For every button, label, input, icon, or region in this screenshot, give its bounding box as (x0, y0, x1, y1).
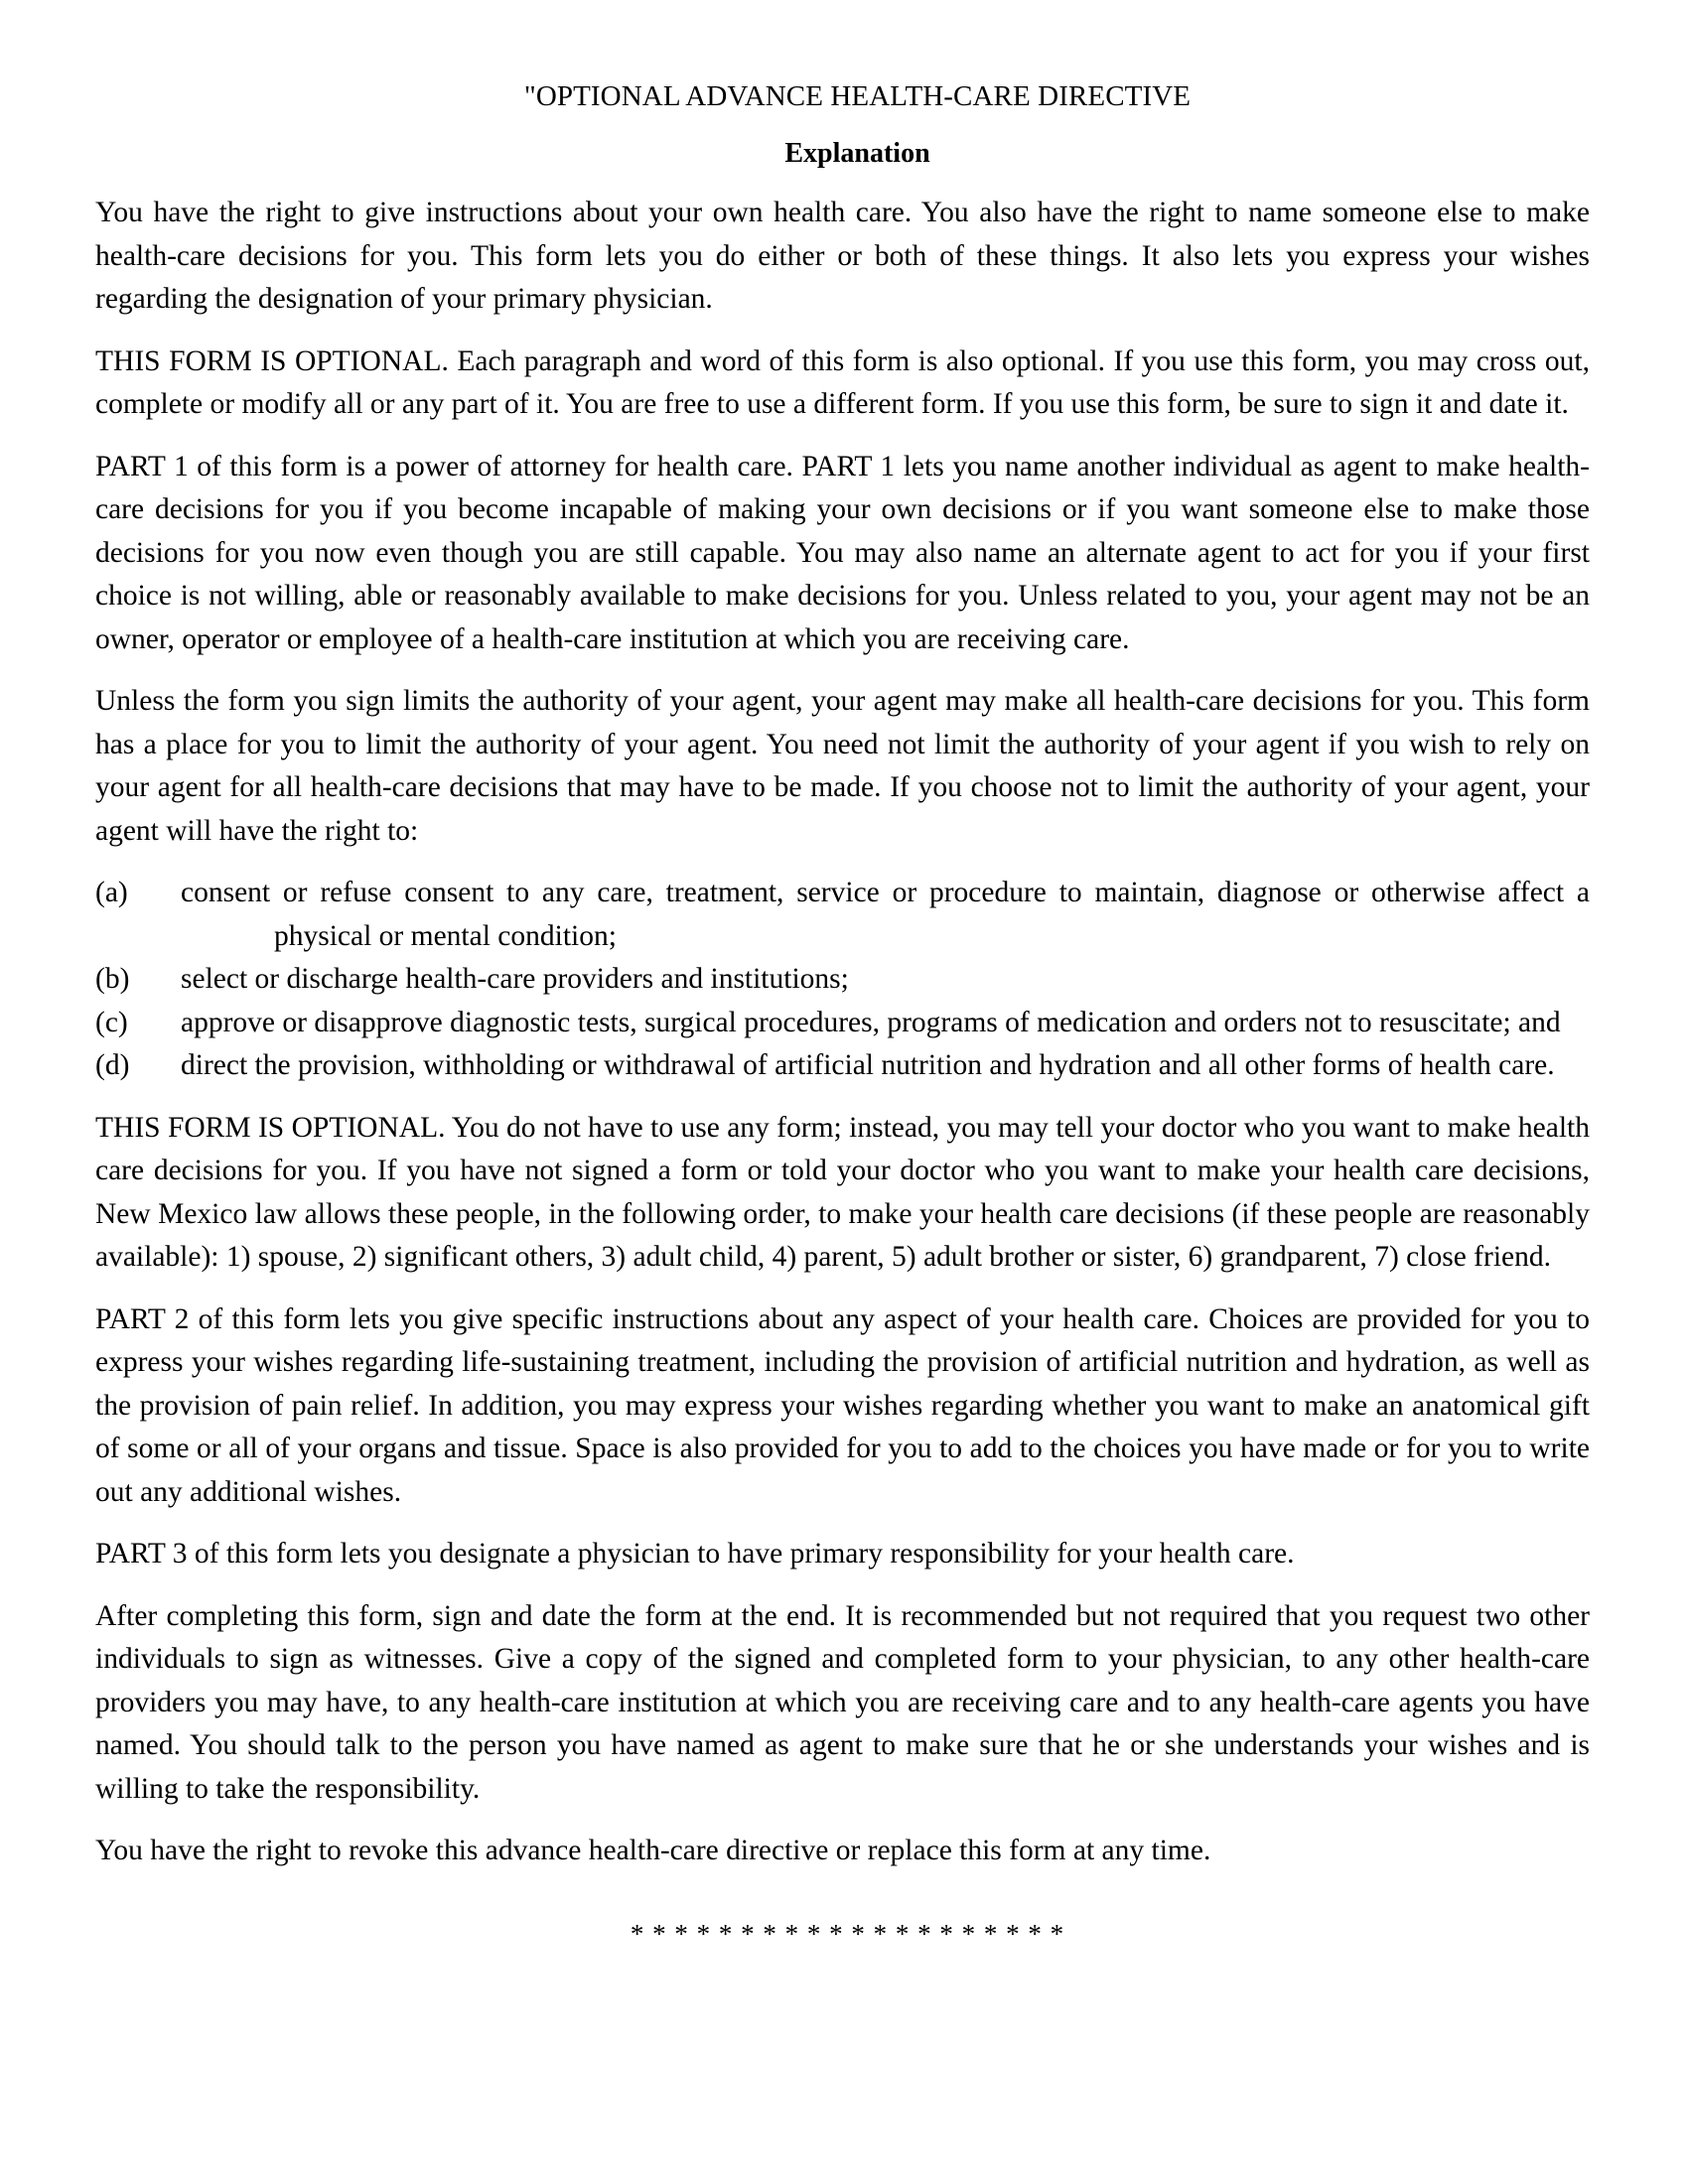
section-heading-explanation: Explanation (784, 138, 930, 170)
asterisk-divider: * * * * * * * * * * * * * * * * * * * * (630, 1918, 1065, 1949)
list-item (95, 1002, 1590, 1045)
list-item-text: consent or refuse consent to any care, treatment, service or procedure to maintain, diagnose or otherwise affect a physical or mental condition; (181, 877, 1590, 952)
document-title: "OPTIONAL ADVANCE HEALTH-CARE DIRECTIVE (523, 80, 1192, 112)
paragraph-revoke: You have the right to revoke this advance health-care directive or replace this form at any time. (95, 1835, 1211, 1867)
paragraph-part-2: PART 2 of this form lets you give specific instructions about any aspect of your health care. Choices are provided for you to express your wishes regarding life-sustaining treatment, including the provision of artificial nutrition and hydration, as well as the provision of pain relief. In addition, you may express your wishes regarding whether you want to make an anatomical gift of some or all of your organs and tissue. Space is also provided for you to add to the choices you have made or for you to write out any additional wishes. (95, 1302, 1590, 1508)
list-item-marker: (a) (95, 877, 128, 909)
paragraph-optional-1: THIS FORM IS OPTIONAL. Each paragraph and word of this form is also optional. If you use this form, you may cross out, complete or modify all or any part of it. You are free to use a different form. If you use this form, be sure to sign it and date it. (95, 344, 1590, 421)
list-item (95, 872, 1590, 958)
paragraph-part-1: PART 1 of this form is a power of attorney for health care. PART 1 lets you name another individual as agent to make health-care decisions for you if you become incapable of making your own decisions or if you want someone else to make those decisions for you now even though you are still capable. You may also name an alternate agent to act for you if your first choice is not willing, able or reasonably available to make decisions for you. Unless related to you, your agent may not be an owner, operator or employee of a health-care institution at which you are receiving care. (95, 450, 1590, 655)
list-item-marker: (c) (95, 1006, 128, 1038)
list-item-marker: (d) (95, 1049, 130, 1082)
list-item-text: approve or disapprove diagnostic tests, surgical procedures, programs of medication and orders not to resuscitate; and (181, 1006, 1561, 1038)
authority-items-list (95, 872, 1590, 1088)
paragraph-part-3: PART 3 of this form lets you designate a physician to have primary responsibility for your health care. (95, 1538, 1295, 1570)
list-item (95, 958, 1590, 1002)
paragraph-optional-2: THIS FORM IS OPTIONAL. You do not have to use any form; instead, you may tell your doctor who you want to make health care decisions for you. If you have not signed a form or told your doctor who you want to make your health care decisions, New Mexico law allows these people, in the following order, to make your health care decisions (if these people are reasonably available): 1) spouse, 2) significant others, 3) adult child, 4) parent, 5) adult brother or sister, 6) grandparent, 7) close friend. (95, 1111, 1590, 1274)
list-item-text: select or discharge health-care providers and institutions; (181, 963, 849, 996)
paragraph-intro: You have the right to give instructions about your own health care. You also have the right to name someone else to make health-care decisions for you. This form lets you do either or both of these things. It also lets you express your wishes regarding the designation of your primary physician. (95, 197, 1590, 316)
list-item (95, 1044, 1590, 1088)
paragraph-authority-lead-in: Unless the form you sign limits the authority of your agent, your agent may make all health-care decisions for you. This form has a place for you to limit the authority of your agent. You need not limit the authority of your agent if you wish to rely on your agent for all health-care decisions that may have to be made. If you choose not to limit the authority of your agent, your agent will have the right to: (95, 685, 1590, 847)
list-item-marker: (b) (95, 963, 130, 996)
paragraph-after-completing: After completing this form, sign and date the form at the end. It is recommended but not required that you request two other individuals to sign as witnesses. Give a copy of the signed and completed form to your physician, to any other health-care providers you may have, to any health-care institution at which you are receiving care and to any health-care agents you have named. You should talk to the person you have named as agent to make sure that he or she understands your wishes and is willing to take the responsibility. (95, 1599, 1590, 1805)
list-item-text: direct the provision, withholding or withdrawal of artificial nutrition and hydration and all other forms of health care. (181, 1049, 1555, 1082)
document-content (95, 81, 1590, 1950)
